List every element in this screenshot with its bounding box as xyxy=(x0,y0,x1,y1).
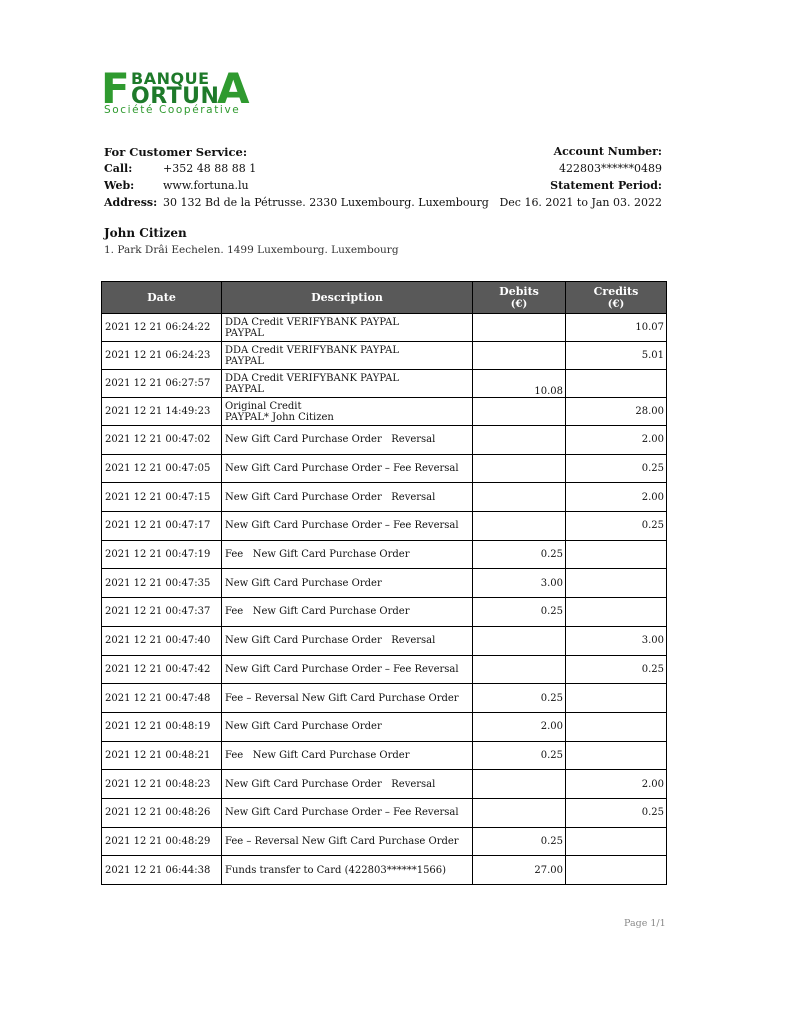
cell-description xyxy=(222,655,473,684)
header-debits-unit: (€) xyxy=(510,298,528,310)
cell-date: 2021 12 21 06:24:22 xyxy=(102,314,222,342)
call-label: Call: xyxy=(104,162,133,175)
description-line: New Gift Card Purchase Order Reversal xyxy=(225,491,436,503)
customer-name: John Citizen xyxy=(104,226,187,240)
statement-period-value: Dec 16. 2021 to Jan 03. 2022 xyxy=(499,196,662,209)
cell-credit: 3.00 xyxy=(566,626,667,655)
description-line: New Gift Card Purchase Order – Fee Reversal xyxy=(225,807,459,819)
cell-credit: 0.25 xyxy=(566,655,667,684)
cell-date: 2021 12 21 00:48:23 xyxy=(102,770,222,799)
cell-credit xyxy=(566,370,667,398)
cell-description xyxy=(222,770,473,799)
cell-description xyxy=(222,684,473,713)
table-row xyxy=(102,741,667,770)
cell-description xyxy=(222,598,473,627)
description-line: Fee New Gift Card Purchase Order xyxy=(225,549,410,561)
table-row xyxy=(102,798,667,827)
cell-date: 2021 12 21 00:48:29 xyxy=(102,827,222,856)
table-row xyxy=(102,770,667,799)
cell-description xyxy=(222,512,473,541)
description-line: Original Credit xyxy=(225,400,302,412)
cell-credit xyxy=(566,741,667,770)
cell-debit xyxy=(473,398,566,426)
transactions-body xyxy=(102,314,667,885)
cell-description xyxy=(222,856,473,885)
cell-date: 2021 12 21 00:47:17 xyxy=(102,512,222,541)
cell-date: 2021 12 21 00:47:35 xyxy=(102,569,222,598)
cell-credit: 2.00 xyxy=(566,770,667,799)
cell-description xyxy=(222,626,473,655)
description-line-2: PAYPAL xyxy=(225,327,264,339)
table-row xyxy=(102,827,667,856)
table-row xyxy=(102,454,667,483)
description-line: Fee – Reversal New Gift Card Purchase Order xyxy=(225,835,459,847)
logo-letter-a: A xyxy=(217,64,250,113)
header-description: Description xyxy=(222,282,473,314)
cell-credit xyxy=(566,827,667,856)
cell-description xyxy=(222,370,473,398)
cell-debit: 0.25 xyxy=(473,598,566,627)
cell-description xyxy=(222,712,473,741)
cell-date: 2021 12 21 00:48:21 xyxy=(102,741,222,770)
cell-debit xyxy=(473,483,566,512)
cell-date: 2021 12 21 00:47:05 xyxy=(102,454,222,483)
cell-description xyxy=(222,540,473,569)
table-row xyxy=(102,569,667,598)
logo-banque-text: BANQUE xyxy=(131,69,210,88)
transactions-table xyxy=(101,281,667,885)
description-line: DDA Credit VERIFYBANK PAYPAL xyxy=(225,372,399,384)
cell-debit xyxy=(473,770,566,799)
cell-description xyxy=(222,426,473,455)
header-credits xyxy=(566,282,667,314)
account-number-label: Account Number: xyxy=(553,145,662,158)
header-credits-unit: (€) xyxy=(607,298,625,310)
cell-description xyxy=(222,342,473,370)
call-value: +352 48 88 88 1 xyxy=(163,162,257,175)
description-line: Fee New Gift Card Purchase Order xyxy=(225,749,410,761)
cell-credit xyxy=(566,684,667,713)
table-row xyxy=(102,398,667,426)
table-row xyxy=(102,512,667,541)
description-line: New Gift Card Purchase Order xyxy=(225,721,382,733)
cell-description xyxy=(222,314,473,342)
cell-debit: 0.25 xyxy=(473,741,566,770)
table-row xyxy=(102,540,667,569)
description-line: DDA Credit VERIFYBANK PAYPAL xyxy=(225,344,399,356)
cell-debit xyxy=(473,798,566,827)
description-line: New Gift Card Purchase Order – Fee Reversal xyxy=(225,520,459,532)
cell-credit xyxy=(566,712,667,741)
web-link[interactable]: www.fortuna.lu xyxy=(163,179,249,192)
cell-credit: 5.01 xyxy=(566,342,667,370)
cell-debit xyxy=(473,512,566,541)
address-value: 30 132 Bd de la Pétrusse. 2330 Luxembourg. Luxembourg xyxy=(163,196,489,209)
logo-ortun-text: ORTUN xyxy=(131,84,220,109)
web-label: Web: xyxy=(104,179,135,192)
cell-description xyxy=(222,798,473,827)
cell-debit xyxy=(473,655,566,684)
cell-date: 2021 12 21 00:47:02 xyxy=(102,426,222,455)
cell-credit: 0.25 xyxy=(566,512,667,541)
description-line: New Gift Card Purchase Order xyxy=(225,577,382,589)
table-row xyxy=(102,626,667,655)
cell-date: 2021 12 21 06:27:57 xyxy=(102,370,222,398)
address-label: Address: xyxy=(104,196,158,209)
table-row xyxy=(102,342,667,370)
cell-debit xyxy=(473,426,566,455)
cell-debit: 10.08 xyxy=(473,370,566,398)
table-header-row xyxy=(102,282,667,314)
cell-description xyxy=(222,741,473,770)
cell-debit xyxy=(473,626,566,655)
description-line: New Gift Card Purchase Order Reversal xyxy=(225,778,436,790)
description-line: New Gift Card Purchase Order Reversal xyxy=(225,635,436,647)
customer-address: 1. Park Drâi Eechelen. 1499 Luxembourg. Luxembourg xyxy=(104,244,399,256)
cell-date: 2021 12 21 00:48:19 xyxy=(102,712,222,741)
table-row xyxy=(102,426,667,455)
description-line: New Gift Card Purchase Order – Fee Reversal xyxy=(225,663,459,675)
customer-service-heading: For Customer Service: xyxy=(104,145,248,159)
logo-letter-f: F xyxy=(101,64,130,113)
description-line-2: PAYPAL xyxy=(225,355,264,367)
header-debits-label: Debits xyxy=(499,284,539,298)
table-row xyxy=(102,370,667,398)
cell-date: 2021 12 21 00:47:19 xyxy=(102,540,222,569)
cell-credit xyxy=(566,856,667,885)
cell-date: 2021 12 21 00:47:48 xyxy=(102,684,222,713)
cell-debit: 27.00 xyxy=(473,856,566,885)
cell-credit: 0.25 xyxy=(566,798,667,827)
cell-debit: 0.25 xyxy=(473,684,566,713)
table-row xyxy=(102,712,667,741)
cell-credit: 28.00 xyxy=(566,398,667,426)
cell-debit: 3.00 xyxy=(473,569,566,598)
header-debits xyxy=(473,282,566,314)
table-row xyxy=(102,655,667,684)
cell-credit: 2.00 xyxy=(566,426,667,455)
description-line: Funds transfer to Card (422803******1566) xyxy=(225,864,447,876)
table-row xyxy=(102,684,667,713)
cell-description xyxy=(222,454,473,483)
cell-credit: 10.07 xyxy=(566,314,667,342)
description-line: Fee – Reversal New Gift Card Purchase Order xyxy=(225,692,459,704)
cell-debit: 0.25 xyxy=(473,827,566,856)
cell-debit xyxy=(473,342,566,370)
cell-date: 2021 12 21 00:47:15 xyxy=(102,483,222,512)
description-line: DDA Credit VERIFYBANK PAYPAL xyxy=(225,316,399,328)
cell-debit: 2.00 xyxy=(473,712,566,741)
cell-description xyxy=(222,398,473,426)
table-row xyxy=(102,856,667,885)
description-line: New Gift Card Purchase Order Reversal xyxy=(225,434,436,446)
cell-credit xyxy=(566,569,667,598)
table-row xyxy=(102,314,667,342)
cell-credit: 0.25 xyxy=(566,454,667,483)
page-number: Page 1/1 xyxy=(624,918,666,929)
table-row xyxy=(102,483,667,512)
cell-description xyxy=(222,483,473,512)
cell-date: 2021 12 21 00:47:42 xyxy=(102,655,222,684)
cell-debit: 0.25 xyxy=(473,540,566,569)
cell-credit: 2.00 xyxy=(566,483,667,512)
cell-description xyxy=(222,827,473,856)
header-credits-label: Credits xyxy=(593,284,639,298)
bank-logo xyxy=(100,66,260,120)
description-line: Fee New Gift Card Purchase Order xyxy=(225,606,410,618)
cell-debit xyxy=(473,314,566,342)
cell-credit xyxy=(566,598,667,627)
cell-date: 2021 12 21 00:47:37 xyxy=(102,598,222,627)
cell-date: 2021 12 21 00:48:26 xyxy=(102,798,222,827)
account-number-value: 422803******0489 xyxy=(559,162,662,175)
description-line-2: PAYPAL* John Citizen xyxy=(225,411,334,423)
cell-credit xyxy=(566,540,667,569)
cell-debit xyxy=(473,454,566,483)
header-date: Date xyxy=(102,282,222,314)
logo-subtitle: Société Coopérative xyxy=(104,104,241,116)
statement-period-label: Statement Period: xyxy=(550,179,662,192)
cell-description xyxy=(222,569,473,598)
cell-date: 2021 12 21 06:24:23 xyxy=(102,342,222,370)
cell-date: 2021 12 21 14:49:23 xyxy=(102,398,222,426)
cell-date: 2021 12 21 00:47:40 xyxy=(102,626,222,655)
table-row xyxy=(102,598,667,627)
description-line: New Gift Card Purchase Order – Fee Reversal xyxy=(225,463,459,475)
description-line-2: PAYPAL xyxy=(225,383,264,395)
cell-date: 2021 12 21 06:44:38 xyxy=(102,856,222,885)
